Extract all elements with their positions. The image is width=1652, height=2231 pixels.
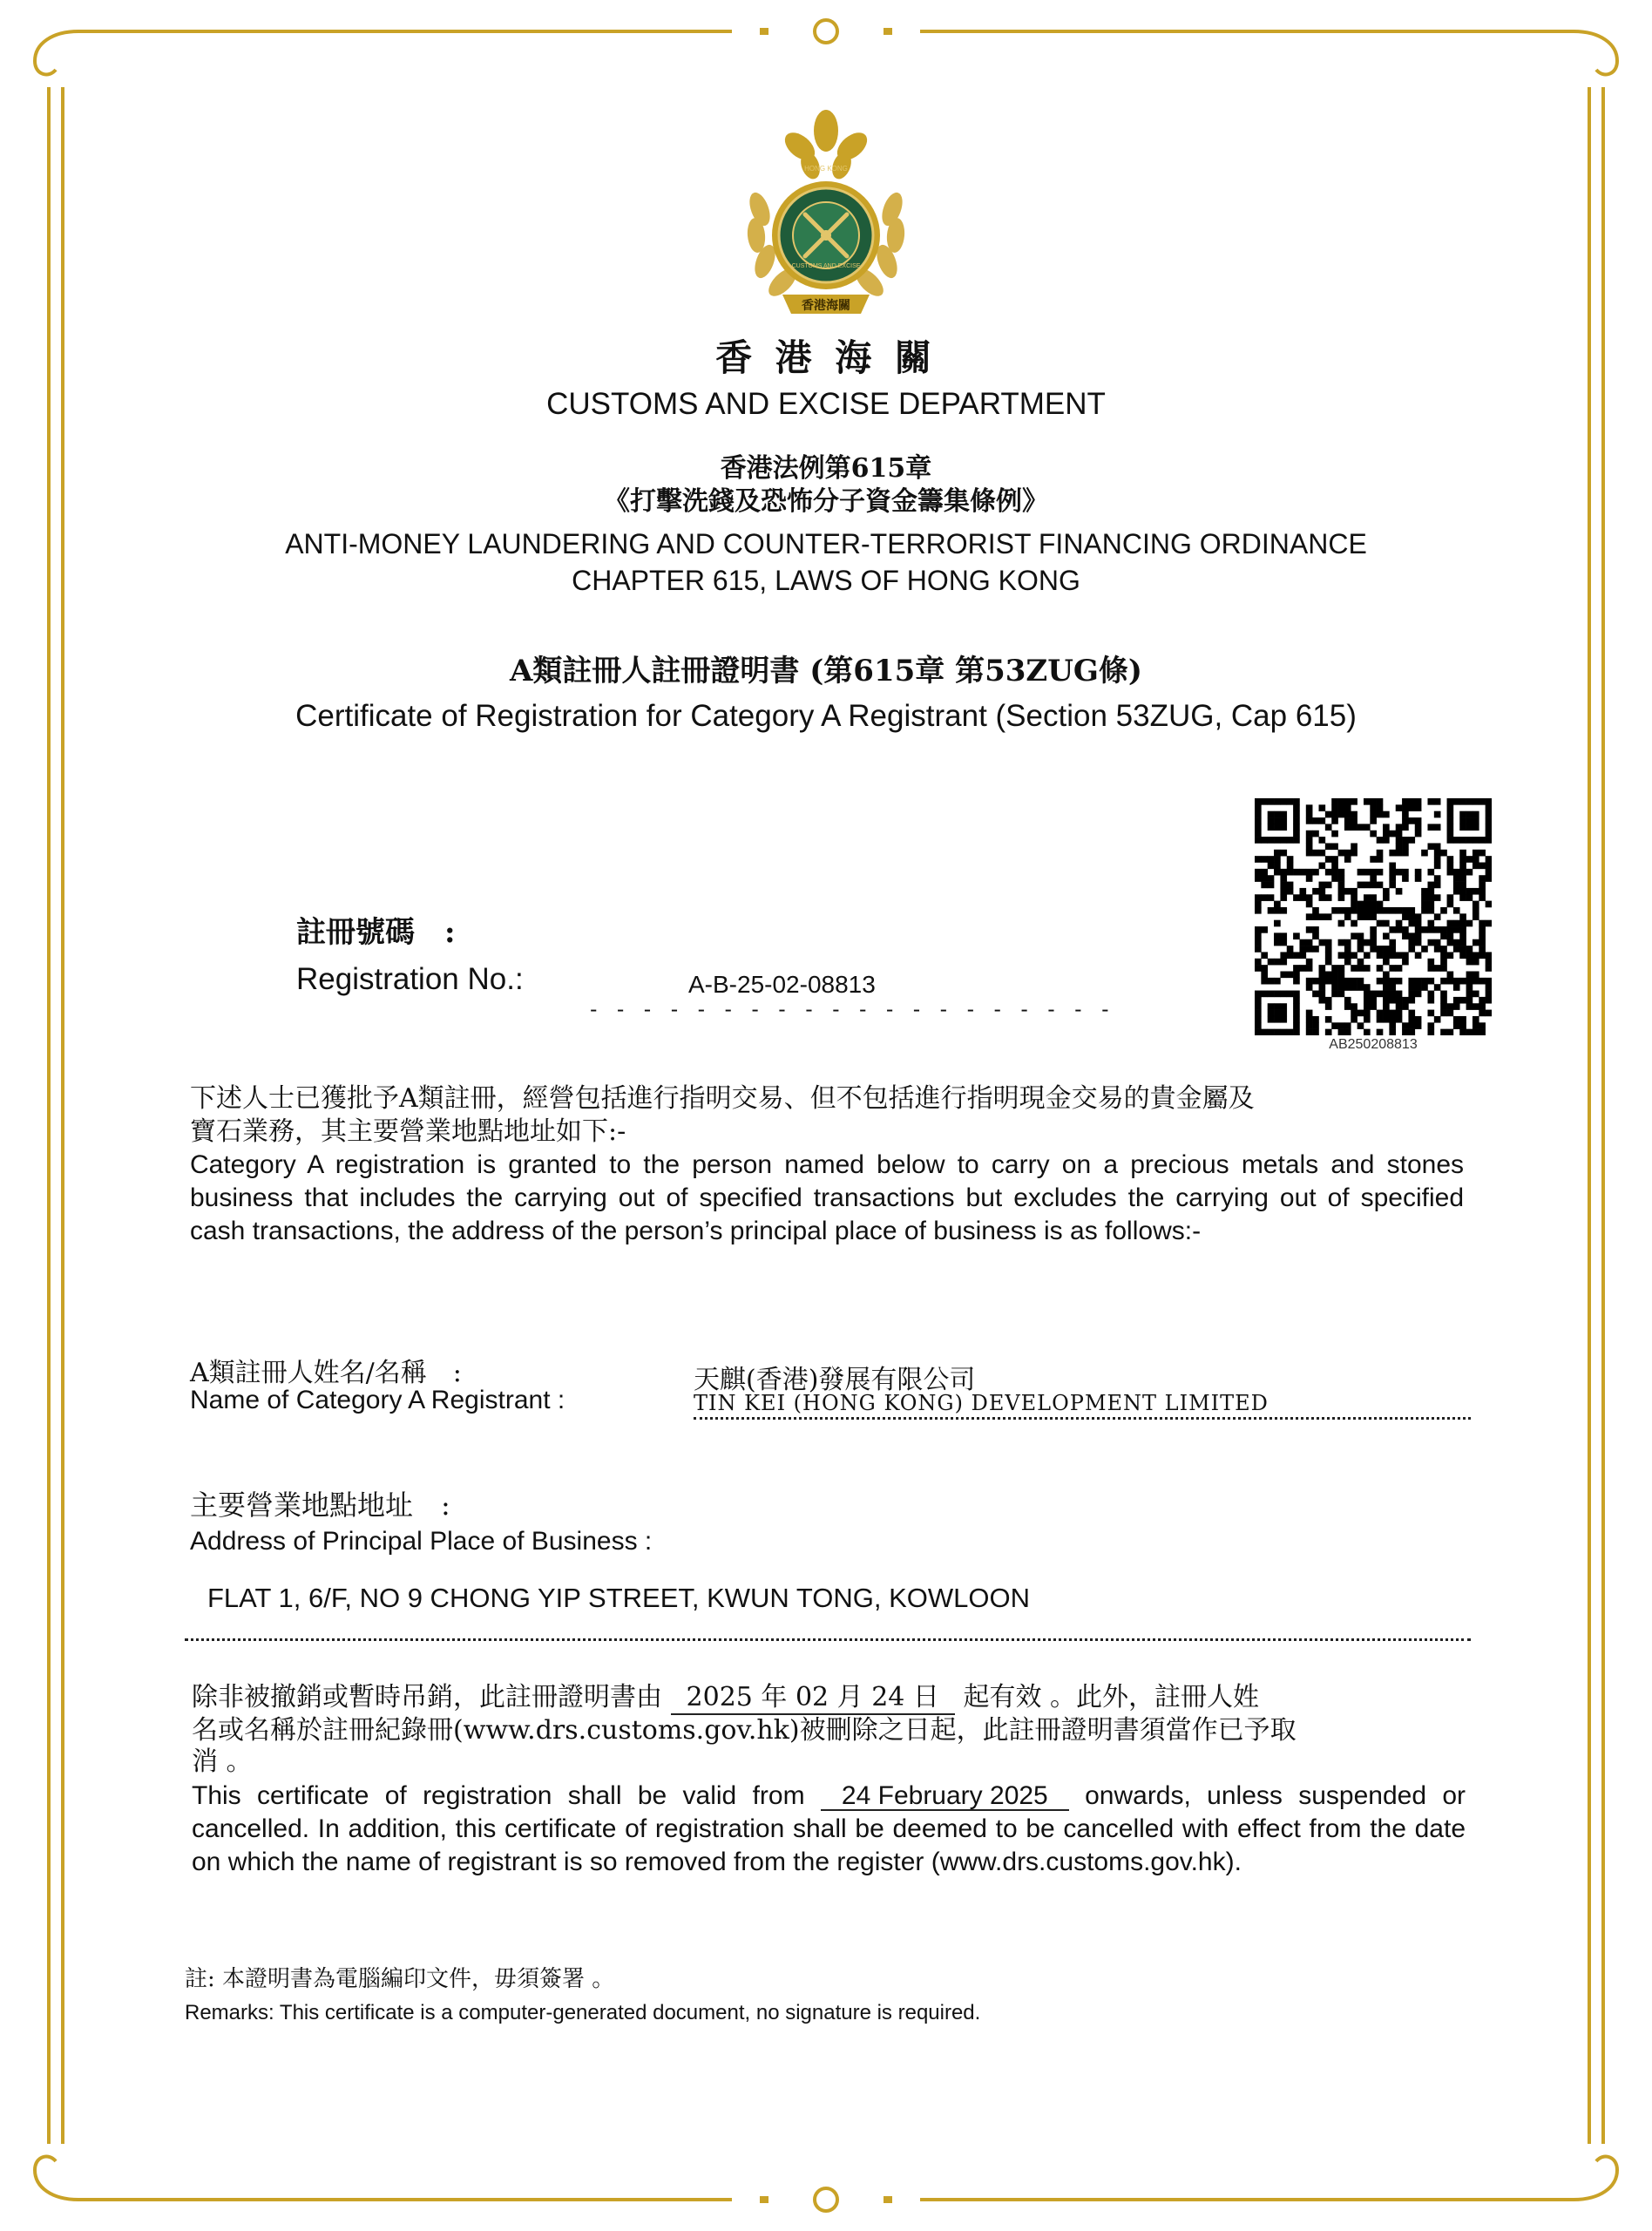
validity-zh-suffix: 起有效 。此外，註冊人姓 <box>963 1682 1260 1712</box>
validity-statement-en <box>192 1780 1466 1879</box>
certificate-title-zh: A類註冊人註冊證明書 (第615章 第53ZUG條) <box>509 654 1143 688</box>
emblem-ring-text-bottom: CUSTOMS AND EXCISE <box>791 263 861 269</box>
validity-en-suffix: onwards, unless suspended or cancelled. In addition, this certificate of registration shall be deemed to be cancelled with effect from the date on which the name of registrant is so removed from the register (www.drs.customs.gov.hk). <box>192 1781 1466 1876</box>
address-label-en: Address of Principal Place of Business : <box>190 1527 653 1556</box>
validity-start-date-en: 24 February 2025 <box>821 1783 1069 1811</box>
registrant-name-label-en: Name of Category A Registrant : <box>190 1386 565 1414</box>
validity-statement-zh-line-3: 消 。 <box>192 1746 253 1777</box>
ordinance-name-zh: 《打擊洗錢及恐怖分子資金籌集條例》 <box>604 486 1048 517</box>
department-name-en: CUSTOMS AND EXCISE DEPARTMENT <box>546 387 1106 421</box>
emblem-ring-text-top: HONG KONG <box>804 165 848 173</box>
validity-statement-zh-line-2: 名或名稱於註冊紀錄冊(www.drs.customs.gov.hk)被刪除之日起，此註冊證明書須當作已予取 <box>192 1715 1297 1746</box>
validity-zh-prefix: 除非被撤銷或暫時吊銷，此註冊證明書由 <box>192 1682 662 1712</box>
emblem-scroll-text: 香港海關 <box>802 299 850 313</box>
validity-statement-zh-line-1 <box>192 1682 1473 1715</box>
qr-code-caption: AB250208813 <box>1329 1037 1418 1052</box>
registration-number-value: A-B-25-02-08813 <box>688 971 876 998</box>
validity-start-date-zh: 2025 年 02 月 24 日 <box>671 1682 955 1715</box>
registration-number-label-zh: 註冊號碼 : <box>296 915 456 950</box>
grant-statement-zh-line-1: 下述人士已獲批予A類註冊，經營包括進行指明交易、但不包括進行指明現金交易的貴金屬及 <box>190 1083 1255 1114</box>
registrant-name-dotted-rule <box>694 1417 1471 1420</box>
registrant-name-label-zh: A類註冊人姓名/名稱 : <box>190 1358 462 1388</box>
ordinance-name-en: ANTI-MONEY LAUNDERING AND COUNTER-TERRORIST FINANCING ORDINANCE <box>285 528 1367 559</box>
registration-number-underline: - - - - - - - - - - - - - - - - - - - - <box>587 997 1113 1021</box>
registration-number-label-en: Registration No.: <box>296 962 524 996</box>
address-value: FLAT 1, 6/F, NO 9 CHONG YIP STREET, KWUN TONG, KOWLOON <box>207 1583 1030 1613</box>
validity-en-prefix: This certificate of registration shall be valid from <box>192 1781 805 1810</box>
registrant-name-zh: 天麒(香港)發展有限公司 <box>694 1365 976 1395</box>
customs-emblem-logo <box>730 105 922 322</box>
ordinance-chapter-en: CHAPTER 615, LAWS OF HONG KONG <box>572 565 1080 596</box>
registrant-name-en: TIN KEI (HONG KONG) DEVELOPMENT LIMITED <box>694 1391 1269 1415</box>
ordinance-chapter-zh: 香港法例第615章 <box>720 453 932 484</box>
address-label-zh: 主要營業地點地址 : <box>190 1488 450 1522</box>
certificate-title-en: Certificate of Registration for Category A Registrant (Section 53ZUG, Cap 615) <box>295 699 1357 733</box>
department-name-zh: 香 港 海 關 <box>715 336 937 379</box>
remarks-zh: 註: 本證明書為電腦編印文件，毋須簽署 。 <box>185 1966 615 1992</box>
grant-statement-en: Category A registration is granted to the person named below to carry on a precious metals and stones business that includes the carrying out of specified transactions but excludes the carrying out of specified cash transactions, the address of the person’s principal place of business is as follows:- <box>190 1150 1464 1245</box>
remarks-en: Remarks: This certificate is a computer-generated document, no signature is required. <box>185 2001 981 2024</box>
grant-statement-zh-line-2: 寶石業務，其主要營業地點地址如下:- <box>190 1116 626 1147</box>
qr-code <box>1255 798 1492 1035</box>
address-dotted-rule <box>185 1638 1471 1641</box>
